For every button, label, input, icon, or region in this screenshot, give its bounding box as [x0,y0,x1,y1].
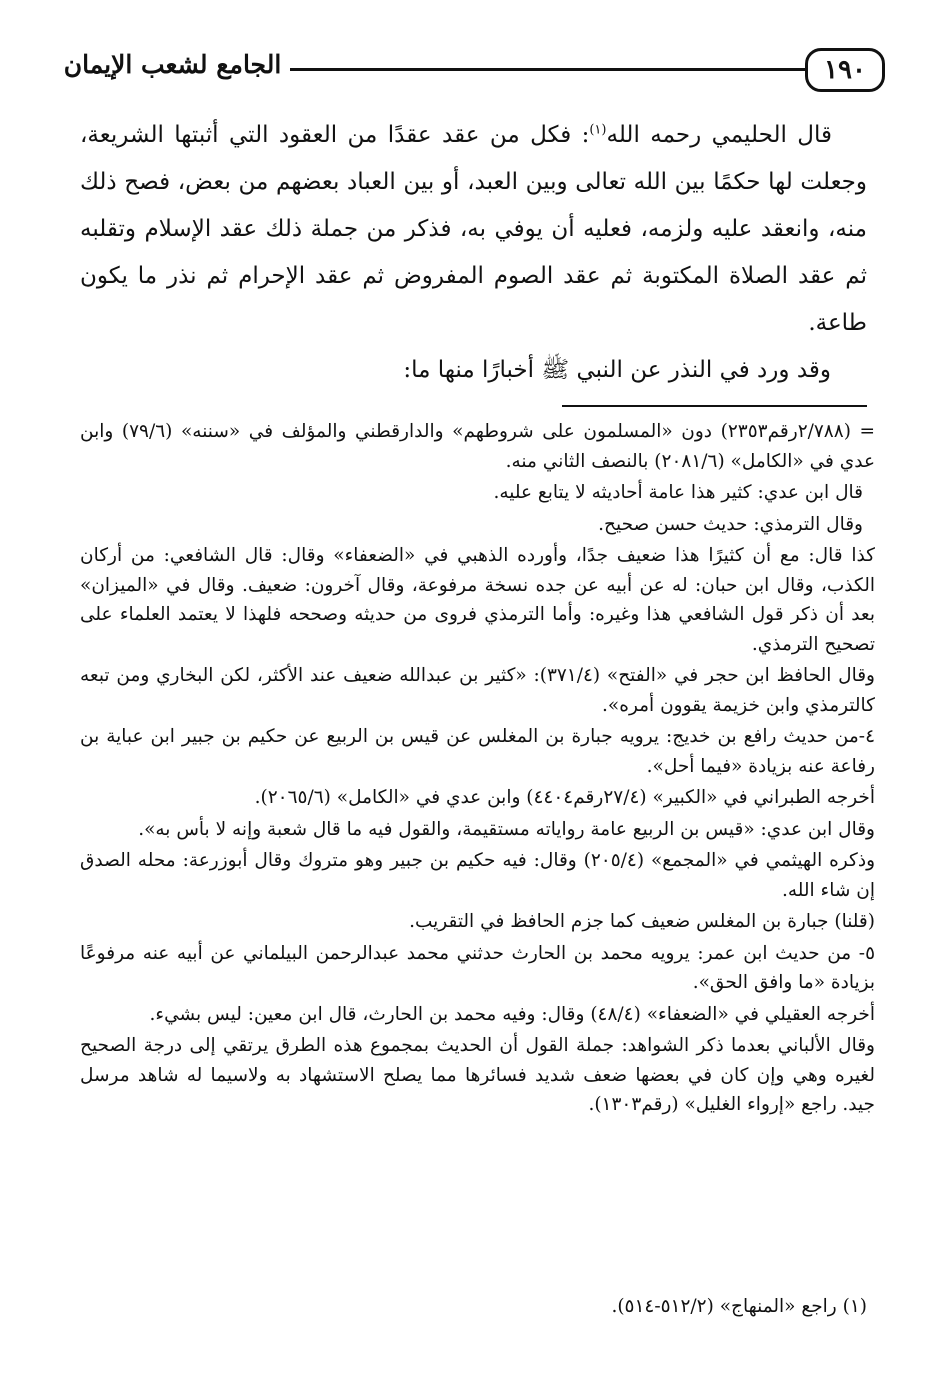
footnote-paragraph: أخرجه الطبراني في «الكبير» (٢٧/٤رقم٤٤٠٤) وابن عدي في «الكامل» (٢٠٦٥/٦). [254,787,875,808]
footnote-ref-1[interactable]: (١) [589,122,607,138]
footnote-paragraph: وذكره الهيثمي في «المجمع» (٢٠٥/٤) وقال: فيه حكيم بن جبير وهو متروك وقال أبوزرعة: محله الصدق إن شاء الله. [80,850,875,901]
footnote-paragraph: كذا قال: مع أن كثيرًا هذا ضعيف جدًا، وأورده الذهبي في «الضعفاء» وقال: قال الشافعي: من أركان الكذب، وقال ابن حبان: له عن أبيه عن جده نسخة مرفوعة، وقال آخرون: ضعيف. وقال في «الميزان» بعد أن ذكر قول الشافعي هذا وغيره: وأما الترمذي فروى من حديثه وصححه فلهذا لا يعتمد العلماء على تصحيح الترمذي. [80,545,875,655]
paragraph-1 [80,112,867,347]
paragraph-1-start: قال الحليمي رحمه الله [606,122,832,148]
footnote-paragraph: وقال الترمذي: حديث حسن صحيح. [598,513,863,535]
page-header [60,40,865,100]
footnote-1: (١) راجع «المنهاج» (٥١٢/٢-٥١٤). [611,1296,867,1317]
footnote-paragraph: (قلنا) جبارة بن المغلس ضعيف كما جزم الحافظ في التقريب. [409,911,875,932]
footnote-paragraph: قال ابن عدي: كثير هذا عامة أحاديثه لا يتابع عليه. [493,482,863,503]
paragraph-2: وقد ورد في النذر عن النبي ﷺ أخبارًا منها ما: [403,357,831,383]
footnote-paragraph: = (٢/٧٨٨رقم٢٣٥٣) دون «المسلمون على شروطهم» والدارقطني والمؤلف في «سننه» (٧٩/٦) وابن عدي في «الكامل» (٢٠٨١/٦) بالنصف الثاني منه. [80,421,876,472]
book-title: الجامع لشعب الإيمان [63,50,282,79]
footnote-paragraph: أخرجه العقيلي في «الضعفاء» (٤٨/٤) وقال: وفيه محمد بن الحارث، قال ابن معين: ليس بشيء. [149,1003,875,1025]
header-rule [290,68,805,71]
footnote-paragraph: وقال ابن عدي: «قيس بن الربيع عامة رواياته مستقيمة، والقول فيه ما قال شعبة وإنه لا بأس به». [138,818,875,840]
footnote-paragraph: وقال الألباني بعدما ذكر الشواهد: جملة القول أن الحديث بمجموع هذه الطرق يرتقي إلى درجة الصحيح لغيره وهي وإن كان في بعضها ضعف شديد فسائرها مما يصلح الاستشهاد به ولاسيما له شاهد مرسل جيد. راجع «إرواء الغليل» (رقم١٣٠٣). [80,1035,875,1115]
footnote-paragraph: ٥- من حديث ابن عمر: يرويه محمد بن الحارث حدثني محمد عبدالرحمن البيلماني عن أبيه عنه مرفوعًا بزيادة «ما وافق الحق». [80,942,875,993]
footnotes-block [80,417,875,1122]
footnote-separator [562,405,867,407]
page-number: ١٩٠ [805,48,885,92]
footnote-paragraph: ٤-من حديث رافع بن خديج: يرويه جبارة بن المغلس عن قيس بن الربيع عن حكيم بن جبير ابن عباية بن رفاعة عنه بزيادة «فيما أحل». [80,726,875,777]
footnote-paragraph: وقال الحافظ ابن حجر في «الفتح» (٣٧١/٤): «كثير بن عبدالله ضعيف عند الأكثر، لكن البخاري ومن تبعه كالترمذي وابن خزيمة يقوون أمره». [80,665,875,716]
main-paragraph [80,112,867,347]
paragraph-1-rest: : فكل من عقد عقدًا من العقود التي أثبتها الشريعة، وجعلت لها حكمًا بين الله تعالى وبين العبد، أو بين العباد بعضهم من بعض، فصح ذلك منه، وانعقد عليه ولزمه، فعليه أن يوفي به، فذكر من جملة ذلك عقد الإسلام وتقلبه ثم عقد الصلاة المكتوبة ثم عقد الصوم المفروض ثم عقد الإحرام ثم نذر ما يكون طاعة. [80,122,867,336]
